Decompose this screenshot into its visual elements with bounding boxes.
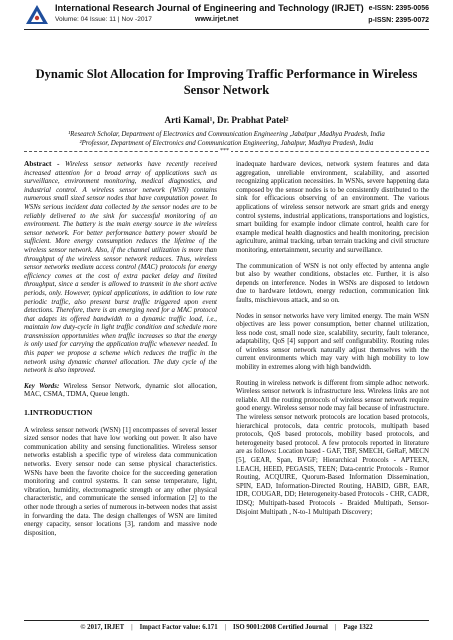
footer-copyright: © 2017, IRJET [80,624,125,631]
right-paragraph-3: Nodes in sensor networks have very limited energy. The main WSN objectives are less power consumption, better channel utilization, less node cost, small node size, scalability, security, fault tolerance, adaptability, QoS [4] support and self configurability. Routing rules of wireless sensor network naturally adjust themselves with the current environments which may vary with high mobility to low mobility in extremes along with high bandwidth. [236,311,429,372]
issn-block [368,3,429,27]
page-footer [24,624,429,631]
abstract-label: Abstract - [24,159,60,168]
paper-authors: Arti Kamal¹, Dr. Prabhat Patel² [164,115,289,125]
footer-divider: | [131,624,133,631]
irjet-logo-icon [24,4,50,26]
right-paragraph-4: Routing in wireless network is different from simple adhoc network. Wireless sensor network is infrastructure less. Wireless links are not reliable. All the routing protocols of wireless sensor network require good energy. Wireless sensor node may fail because of infrastructure. The wireless sensor network protocols are location based protocols, hierarchical protocols, data centric protocols, multipath based protocols, QoS based protocols, mobility based protocols, and heterogeneity based protocol. A few protocols reported in literature are as follows: Location based - GAF, TBF, SMECH, GeRaF, MECN [5], GEAR, Span, BVGF; Hierarchical Protocols - APTEEN, LEACH, HEED, PEGASIS, TEEN; Data-centric Protocols - Rumor Routing, ACQUIRE, Quorum-Based Information Dissemination, SPIN, EAD, Information-Directed Routing, HABID, GBR, EAR, IDR, COUGAR, DD; Heterogeneity-based Protocols - CHR, CADR, IDSQ; Multipath-based Protocols - Braided Multipath, Sensor-Disjoint Multipath , N-to-1 Multipath Discovery; [236,378,429,516]
pissn: p-ISSN: 2395-0072 [368,17,429,24]
eissn: e-ISSN: 2395-0056 [368,5,429,12]
footer-iso: ISO 9001:2008 Certified Journal [232,624,328,631]
footer-impact-factor: Impact Factor value: 6.171 [139,624,218,631]
volume-issue: Volume: 04 Issue: 11 | Nov -2017 [55,16,152,23]
journal-website[interactable]: www.irjet.net [195,16,239,23]
affiliation-1: ¹Research Scholar, Department of Electronics and Communication Engineering ,Jabalpur ,Madhya Pradesh, India [68,131,385,138]
separator-stars: *** [220,148,229,154]
footer-divider: | [224,624,226,631]
keywords-text: Wireless Sensor Network, dynamic slot allocation, MAC, CSMA, TDMA, Queue length. [24,381,218,399]
abstract-text: Wireless sensor networks have recently received increased attention for a broad array of applications such as surveillance, environment monitoring, medical diagnostics, and industrial control. A wireless sensor network (WSN) contains numerous small sized sensor nodes that have computation power. In WSNs serious incident data collected by the sensor nodes are to be reliably delivered to the sink for successful monitoring of an environment. The battery is the main energy source in the wireless sensor network. For better performance battery power should be sufficient. More energy consumption reduces the lifetime of the wireless sensor network. Also, if the channel utilization is more than throughput of the wireless sensor network reduces. Thus, wireless sensor networks medium access control (MAC) protocols for energy efficiency comes at the cost of extra packet delay and limited throughput, since a sender is allowed to transmit in the short active periods, only. However, typical applications, in addition to low rate periodic traffic, also present burst traffic triggered upon event detections. Therefore, there is an emerging need for a MAC protocol that adapts its offered bandwidth to a dynamic traffic load, i.e., maintain low duty-cycle in light traffic condition and schedule more transmission opportunities when traffic increases so that the energy is only used for carrying the application traffic whenever needed. In this paper we propose a scheme which reduces the traffic in the network using dynamic channel allocation. The duty cycle of the network is also improved. [24,160,218,375]
footer-page-number: Page 1322 [343,624,373,631]
journal-name: International Research Journal of Engineering and Technology (IRJET) [55,3,364,13]
intro-paragraph-1: A wireless sensor network (WSN) [1] encompasses of several lesser sized sensor nodes that have low working out power. It also have communication ability and sensing functionalities. Wireless sensor networks establish a specific type of wireless data communication networks. Every sensor node can sense physical characteristics. WSNs have been the favorite choice for the succeeding generation monitoring and control systems. It can sense temperature, light, vibration, humidity, electromagnetic strength or any other physical characteristic, and communicate the sensed information [2] to the other node through a series of numerous in-between nodes that assist in forwarding the data. The design challenges of WSN are limited energy capacity, sensor locations [3], random and massive node disposition, [24,425,217,537]
right-paragraph-1: inadequate hardware devices, network system features and data aggregation, unreliable environment, scalability, and assorted recognizing application necessities. In WSNs, severe happening data composed by the sensor nodes is to be consistently distributed to the sink for efficacious observing of an environment. The various applications of wireless sensor network are smart grids and energy control systems, industrial applications, transportations and logistics, smart building for example indoor climate control, health care for example medical health diagnostics and health monitoring, precision agriculture, animal tracking, urban terrain tracking and civil structure monitoring, entertainment, security and surveillance. [236,160,429,254]
affiliation-2: ²Professor, Department of Electronics and Communication Engineering, Jabalpur, Madhya Pradesh, India [79,140,374,147]
keywords-label: Key Words: [24,381,60,390]
footer-rule [24,620,429,621]
footer-divider: | [334,624,337,631]
paper-title: Dynamic Slot Allocation for Improving Traffic Performance in Wireless Sensor Network [35,67,418,97]
keywords [24,382,217,399]
journal-header [0,0,453,34]
left-column [24,160,217,544]
right-paragraph-2: The communication of WSN is not only effected by antenna angle but also by weather conditions, obstacles etc. Further, it is also depends on interference. Nodes in WSNs are disposed to letdown due to hardware letdown, energy reduction, communication link faults, mischievous attack, and so on. [236,261,429,304]
right-column [236,160,429,523]
abstract [24,160,217,375]
header-rule [24,29,429,30]
intro-heading: 1.INTRODUCTION [24,408,93,418]
